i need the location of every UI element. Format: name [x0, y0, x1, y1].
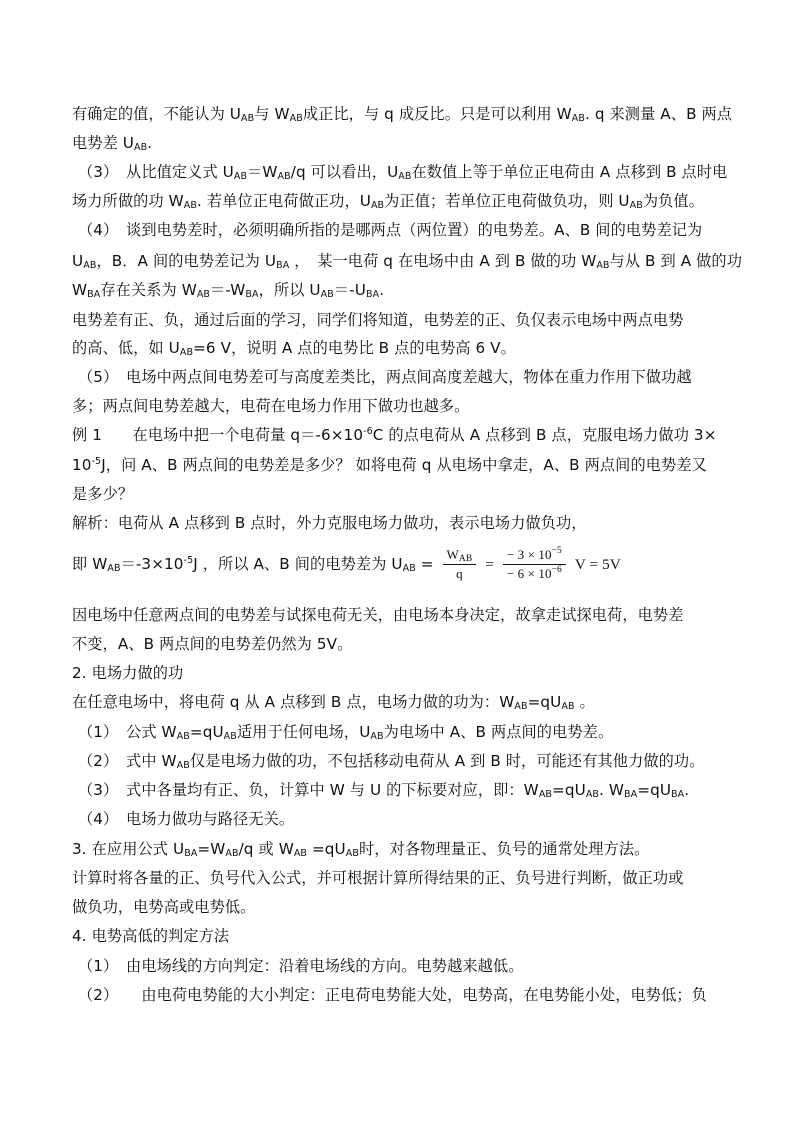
example-heading: 例 1 在电场中把一个电荷量 $q=-6\times 10^{-6}C$ 的点电荷从 A 点移到 B 点，克服电场力做功 3×	[72, 426, 717, 444]
text-line: （3） 从比值定义式 $U_{AB}=W_{AB}/q$ 可以看出，$U_{AB}$在数值上等于单位正电荷由 A 点移到 B 点时电	[78, 163, 728, 182]
text-line: 场力所做的功 $W_{AB}$. 若单位正电荷做正功，$U_{AB}$为正值；若单位正电荷做负功，则 $U_{AB}$为负值。	[72, 192, 705, 211]
equals-sign: =	[485, 556, 494, 573]
text-line: （4） 谈到电势差时，必须明确所指的是哪两点（两位置）的电势差。A、B 间的电势差记为	[78, 221, 703, 239]
fraction-values	[503, 547, 566, 582]
text-line: 解析：电荷从 A 点移到 B 点时，外力克服电场力做功，表示电场力做负功，	[72, 514, 587, 532]
text-line: 电势差有正、负，通过后面的学习，同学们将知道，电势差的正、负仅表示电场中两点电势	[72, 311, 684, 329]
text-line: （4） 电场力做功与路径无关。	[78, 810, 295, 828]
fraction-numerator: − $3 \times 10^{-5}$	[503, 547, 566, 565]
fraction-denominator: − $6 \times 10^{-6}$	[506, 565, 562, 581]
text-line: （2） 由电荷电势能的大小判定：正电荷电势能大处，电势高，在电势能小处，电势低；负	[78, 986, 707, 1004]
formula-result: V = 5V	[574, 556, 621, 573]
text-line: 有确定的值，不能认为 $U_{AB}$与 $W_{AB}$成正比，与 q 成反比。只是可以利用 $W_{AB}$. q 来测量 A、B 两点	[72, 105, 733, 124]
fraction-denominator: q	[456, 566, 463, 581]
text-line: 做负功，电势高或电势低。	[72, 898, 256, 916]
text-line: 不变，A、B 两点间的电势差仍然为 5V。	[72, 635, 353, 653]
section-heading: 3. 在应用公式 $U_{BA}=W_{AB}/q$ 或 $W_{AB} =qU_{AB}$时，对各物理量正、负号的通常处理方法。	[72, 840, 650, 859]
fraction-numerator: $W_{AB}$	[443, 547, 477, 565]
text-line: 电势差 $U_{AB}$.	[72, 134, 153, 153]
formula-line	[72, 544, 722, 588]
text-line: $W_{BA}$存在关系为 $W_{AB}=-W_{BA}$，所以 $U_{AB}=-U_{BA}$.	[72, 281, 385, 300]
text-line: （3） 式中各量均有正、负，计算中 W 与 U 的下标要对应，即：$W_{AB}=qU_{AB}$. $W_{BA}=qU_{BA}$.	[78, 781, 690, 800]
text-line: 计算时将各量的正、负号代入公式，并可根据计算所得结果的正、负号进行判断，做正功或	[72, 869, 684, 887]
text-line: 在任意电场中，将电荷 q 从 A 点移到 B 点，电场力做的功为：$W_{AB}=qU_{AB}$ 。	[72, 693, 595, 712]
text-line: 的高、低，如 $U_{AB}=6$ V，说明 A 点的电势比 B 点的电势高 6 V。	[72, 339, 516, 358]
text-line: 多；两点间电势差越大，电荷在电场力作用下做功也越多。	[72, 397, 470, 415]
fraction-w-over-q	[443, 547, 477, 582]
text-line: $U_{AB}$，B．A 间的电势差记为 $U_{BA}$ ， 某一电荷 q 在电场中由 A 到 B 做的功 $W_{AB}$与从 B 到 A 做的功	[72, 252, 742, 271]
text-line: 是多少？	[72, 485, 134, 503]
text-line: （2） 式中 $W_{AB}$仅是电场力做的功，不包括移动电荷从 A 到 B 时，可能还有其他力做的功。	[78, 752, 705, 771]
text-line: 因电场中任意两点间的电势差与试探电荷无关，由电场本身决定，故拿走试探电荷，电势差	[72, 606, 684, 624]
text-line: $10^{-5}J$，问 A、B 两点间的电势差是多少？ 如将电荷 q 从电场中拿走，A、B 两点间的电势差又	[72, 456, 707, 474]
text-line: （5） 电场中两点间电势差可与高度差类比，两点间高度差越大，物体在重力作用下做功越	[78, 368, 692, 386]
formula-prefix: 即 $W_{AB}=-3\times 10^{-5}J$ ，所以 A、B 间的电势差为 $U_{AB}$ =	[72, 555, 434, 574]
section-heading: 4. 电势高低的判定方法	[72, 927, 230, 945]
section-heading: 2. 电场力做的功	[72, 664, 184, 682]
text-line: （1） 由电场线的方向判定：沿着电场线的方向。电势越来越低。	[78, 957, 524, 975]
text-line: （1） 公式 $W_{AB}=qU_{AB}$适用于任何电场，$U_{AB}$为电场中 A、B 两点间的电势差。	[78, 723, 614, 742]
